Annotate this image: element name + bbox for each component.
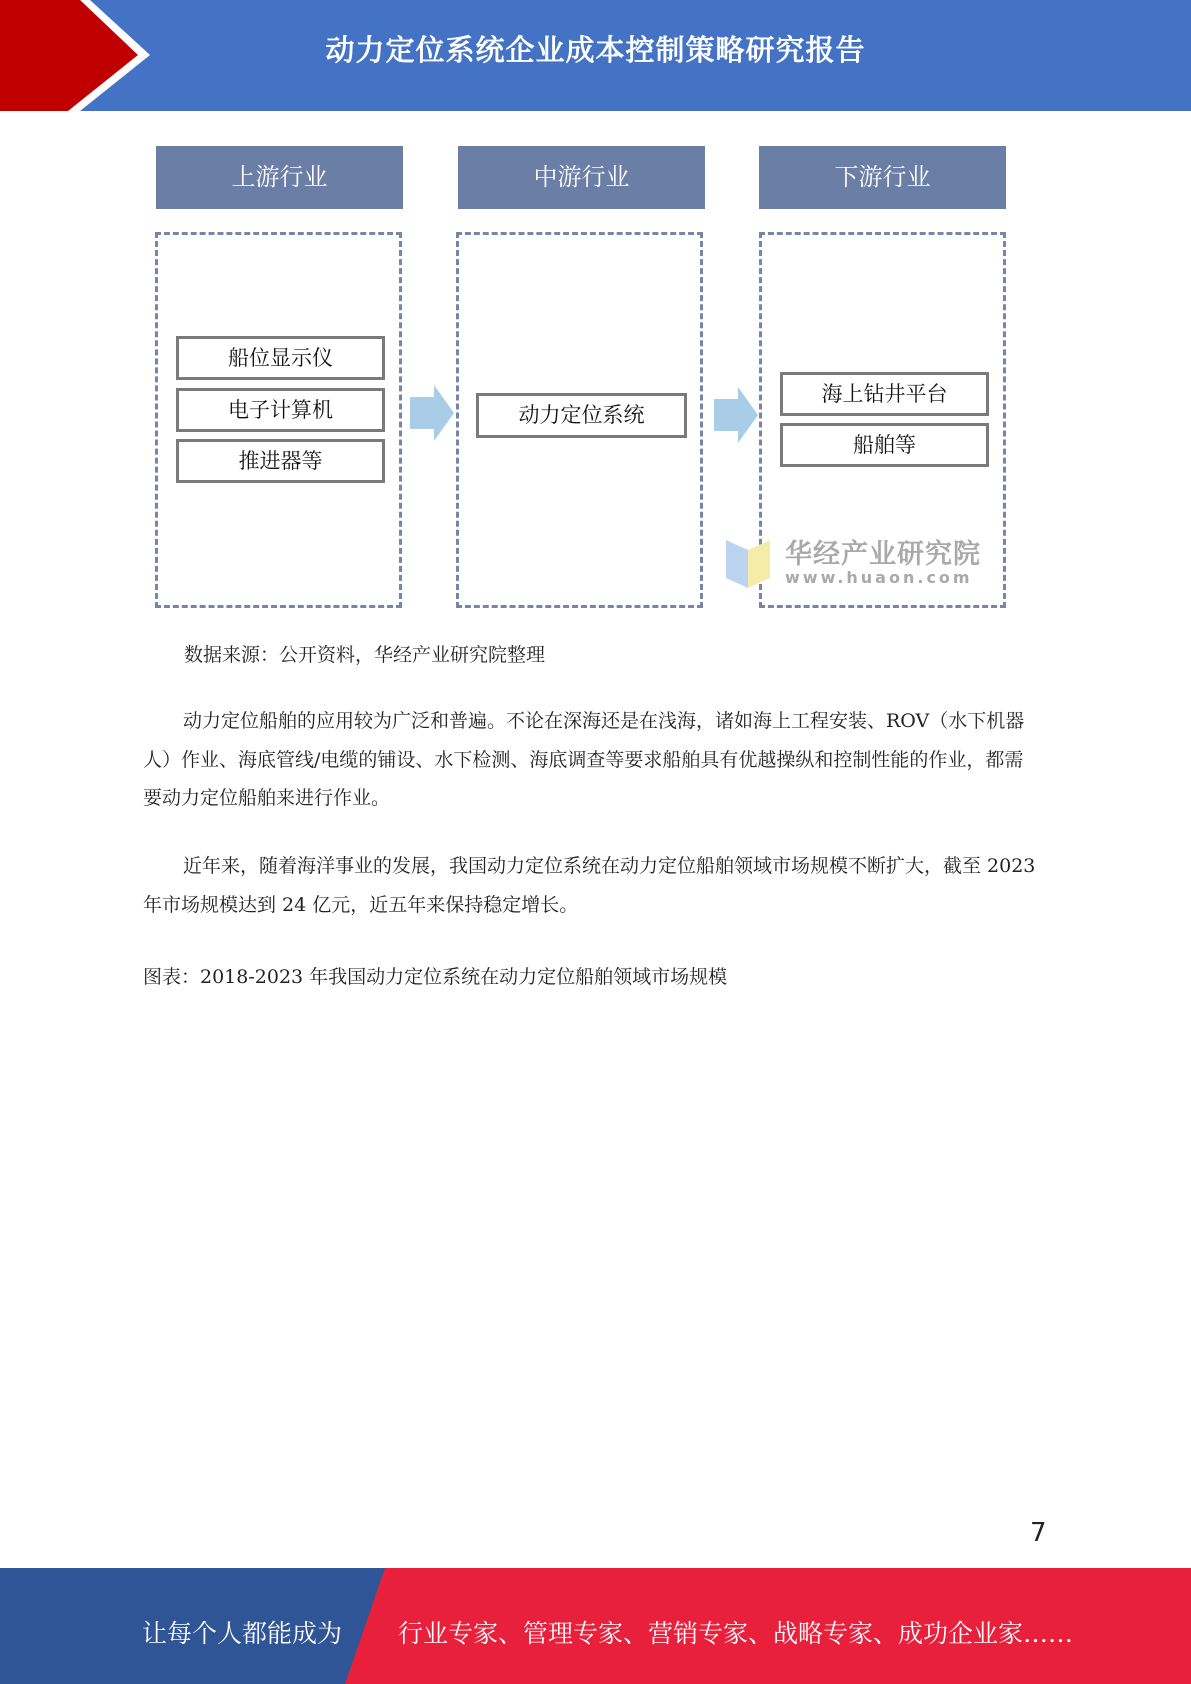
figure-caption: 图表：2018-2023 年我国动力定位系统在动力定位船舶领域市场规模 bbox=[143, 966, 728, 988]
upstream-item: 船位显示仪 bbox=[176, 336, 385, 380]
page-header bbox=[0, 0, 1191, 111]
page-footer bbox=[0, 1568, 1191, 1684]
footer-slogan-left: 让每个人都能成为 bbox=[142, 1619, 343, 1648]
flow-arrow-icon bbox=[714, 387, 758, 443]
body-paragraph: 动力定位船舶的应用较为广泛和普遍。不论在深海还是在浅海，诸如海上工程安装、ROV（水下机器人）作业、海底管线/电缆的铺设、水下检测、海底调查等要求船舶具有优越操纵和控制性能的作业，都需要动力定位船舶来进行作业。 bbox=[143, 710, 1025, 809]
watermark-url: www.huaon.com bbox=[785, 568, 973, 587]
upstream-item: 电子计算机 bbox=[176, 388, 385, 432]
data-source-note: 数据来源：公开资料，华经产业研究院整理 bbox=[184, 644, 546, 666]
downstream-item: 船舶等 bbox=[780, 423, 989, 467]
huajing-watermark bbox=[722, 532, 992, 592]
watermark-logo-icon bbox=[722, 534, 782, 588]
report-title: 动力定位系统企业成本控制策略研究报告 bbox=[325, 33, 866, 67]
column-header-upstream: 上游行业 bbox=[156, 146, 403, 209]
body-paragraph: 近年来，随着海洋事业的发展，我国动力定位系统在动力定位船舶领域市场规模不断扩大，截至 2023 年市场规模达到 24 亿元，近五年来保持稳定增长。 bbox=[143, 855, 1036, 916]
column-header-downstream: 下游行业 bbox=[759, 146, 1006, 209]
footer-slogan-right: 行业专家、管理专家、营销专家、战略专家、成功企业家…… bbox=[398, 1619, 1074, 1648]
column-header-midstream: 中游行业 bbox=[458, 146, 705, 209]
flow-arrow-icon bbox=[410, 385, 454, 441]
downstream-item: 海上钻井平台 bbox=[780, 372, 989, 416]
page-number: 7 bbox=[1030, 1518, 1047, 1548]
midstream-item: 动力定位系统 bbox=[476, 393, 687, 438]
watermark-name: 华经产业研究院 bbox=[785, 539, 981, 570]
upstream-item: 推进器等 bbox=[176, 439, 385, 483]
